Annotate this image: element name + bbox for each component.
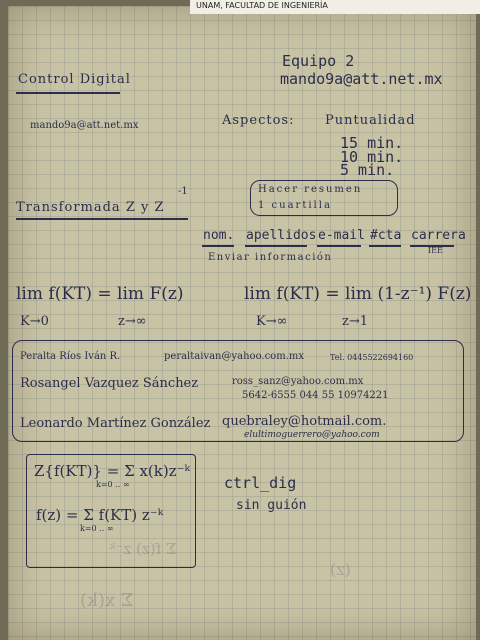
summary-line2: 1 cuartilla [258, 200, 332, 211]
u3 [317, 245, 361, 247]
member-2-name: Rosangel Vazquez Sánchez [20, 376, 199, 391]
member-1-phone: Tel. 0445522694160 [330, 353, 414, 362]
formula-line2-limits: k=0 .. ∞ [80, 524, 114, 533]
time-1: 15 min. [340, 134, 404, 152]
course-email: mando9a@att.net.mx [30, 120, 139, 131]
time-3: 5 min. [340, 161, 395, 179]
transform-underline [16, 218, 188, 220]
member-1-name: Peralta Ríos Iván R. [20, 351, 121, 362]
limit-left-sub1: K→0 [20, 314, 49, 329]
member-3-email: quebraley@hotmail.com. [222, 414, 387, 429]
limit-left-sub2: z→∞ [118, 314, 147, 329]
member-3-alt-email: elultimoguerrero@yahoo.com [244, 430, 380, 440]
member-1-email: peraltaivan@yahoo.com.mx [164, 351, 304, 362]
limit-left: lim f(KT) = lim F(z) [16, 284, 184, 304]
aspects-title: Aspectos: [222, 113, 295, 128]
note-sin-guion: sin guión [236, 498, 307, 513]
member-2-email: ross_sanz@yahoo.com.mx [232, 376, 364, 387]
team-label: Equipo 2 [282, 52, 355, 70]
limit-right-sub1: K→∞ [256, 314, 288, 329]
carrera-note: IEE [428, 246, 443, 255]
bleed-through-3: (z) [330, 560, 351, 579]
course-title-underline [16, 92, 120, 94]
summary-line1: Hacer resumen [258, 184, 363, 195]
send-info: Enviar información [208, 252, 333, 263]
institution-header: UNAM, FACULTAD DE INGENIERÍA [196, 1, 328, 10]
u2 [245, 245, 307, 247]
field-nom: nom. [203, 228, 235, 243]
u1 [202, 245, 234, 247]
bleed-through-1: Σ f(z) z⁻ᵏ [110, 540, 177, 558]
limit-right: lim f(KT) = lim (1-z⁻¹) F(z) [244, 284, 472, 304]
member-3-name: Leonardo Martínez González [20, 416, 211, 431]
formula-line1: Z{f(KT)} = Σ x(k)z⁻ᵏ [34, 462, 190, 480]
transform-inverse-exp: -1 [178, 186, 188, 197]
formula-line1-limits: k=0 .. ∞ [96, 480, 130, 489]
member-2-phone: 5642-6555 044 55 10974221 [242, 390, 389, 401]
time-2: 10 min. [340, 148, 404, 166]
note-ctrl: ctrl_dig [224, 474, 297, 492]
course-title: Control Digital [18, 72, 131, 87]
field-carrera: carrera [411, 228, 466, 243]
transform-title: Transformada Z y Z [16, 200, 165, 215]
bleed-through-2: Σ x(k) [80, 590, 134, 611]
field-apellidos: apellidos [246, 228, 317, 243]
u4 [369, 245, 401, 247]
field-email: e-mail [318, 228, 365, 243]
formula-line2: f(z) = Σ f(KT) z⁻ᵏ [36, 506, 164, 524]
limit-right-sub2: z→1 [342, 314, 369, 329]
field-cuenta: #cta [370, 228, 402, 243]
punctuality-label: Puntualidad [325, 113, 416, 128]
team-email: mando9a@att.net.mx [280, 70, 443, 88]
